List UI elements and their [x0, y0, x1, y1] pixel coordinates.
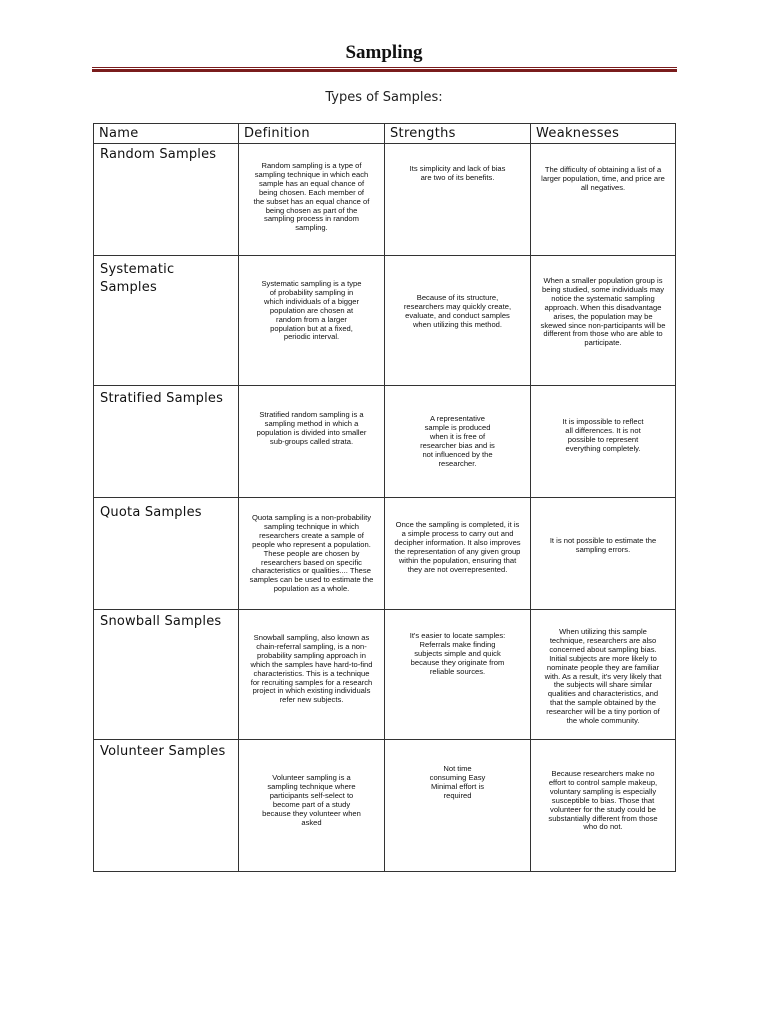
row-name: Quota Samples — [94, 498, 239, 610]
header-weaknesses: Weaknesses — [531, 124, 676, 144]
weaknesses-cell — [531, 386, 676, 498]
title-rule-thin — [92, 67, 677, 68]
strengths-text: It's easier to locate samples: Referrals make finding subjects simple and quick because they originate from reliable sources. — [409, 631, 506, 676]
strengths-cell — [385, 386, 531, 498]
definition-cell — [239, 256, 385, 386]
weaknesses-cell — [531, 740, 676, 872]
definition-cell — [239, 740, 385, 872]
definition-cell — [239, 498, 385, 610]
weaknesses-cell — [531, 498, 676, 610]
definition-cell — [239, 386, 385, 498]
definition-text: Volunteer sampling is a sampling technique where participants self-select to become part of a study because they volunteer when asked — [262, 773, 361, 827]
table-header-row — [94, 124, 676, 144]
table-row — [94, 610, 676, 740]
table-row — [94, 144, 676, 256]
strengths-text: Not time consuming Easy Minimal effort is required — [429, 764, 486, 800]
table-row — [94, 740, 676, 872]
strengths-text: Its simplicity and lack of bias are two of its benefits. — [409, 164, 506, 182]
table-caption: Types of Samples: — [325, 90, 443, 105]
weaknesses-cell — [531, 610, 676, 740]
header-name: Name — [94, 124, 239, 144]
row-name: Volunteer Samples — [94, 740, 239, 872]
definition-text: Snowball sampling, also known as chain-referral sampling, is a non-probability sampling approach in which the samples have hard-to-find characteristics. This is a technique for recruiting samples for a research project in which existing individuals refer new subjects. — [250, 633, 373, 705]
row-name-text: Systematic Samples — [100, 262, 175, 295]
weaknesses-cell — [531, 256, 676, 386]
weaknesses-text: Because researchers make no effort to control sample makeup, voluntary sampling is especially susceptible to bias. Those that volunteer for the study could be substantially different from those who do not. — [548, 769, 658, 832]
strengths-cell — [385, 144, 531, 256]
row-name: Stratified Samples — [94, 386, 239, 498]
row-name: Random Samples — [94, 144, 239, 256]
header-strengths: Strengths — [385, 124, 531, 144]
page-title: Sampling — [345, 42, 423, 63]
strengths-cell — [385, 610, 531, 740]
row-name — [94, 256, 239, 386]
title-rule-thick — [92, 69, 677, 72]
definition-cell — [239, 144, 385, 256]
strengths-cell — [385, 256, 531, 386]
header-definition: Definition — [239, 124, 385, 144]
weaknesses-cell — [531, 144, 676, 256]
row-name: Snowball Samples — [94, 610, 239, 740]
weaknesses-text: When a smaller population group is being studied, some individuals may notice the systematic sampling approach. When this disadvantage arises, the population may be skewed since non-participants will be different from those who are able to participate. — [540, 276, 666, 348]
definition-text: Systematic sampling is a type of probability sampling in which individuals of a bigger population are chosen at random from a larger population but at a fixed, periodic interval. — [261, 279, 362, 342]
strengths-text: Because of its structure, researchers may quickly create, evaluate, and conduct samples when utilizing this method. — [403, 293, 512, 329]
table-row — [94, 256, 676, 386]
definition-text: Random sampling is a type of sampling technique in which each sample has an equal chance of being chosen. Each member of the subset has an equal chance of being chosen as part of the sampling process in random sampling. — [253, 161, 370, 233]
weaknesses-text: When utilizing this sample technique, researchers are also concerned about sampling bias. Initial subjects are more likely to nominate people they are familiar with. As a result, it's very likely that the subjects will share similar qualities and characteristics, and that the sample obtained by the researcher will be a tiny portion of the whole community. — [544, 627, 662, 726]
strengths-cell — [385, 740, 531, 872]
weaknesses-text: The difficulty of obtaining a list of a larger population, time, and price are all negatives. — [541, 165, 665, 192]
table-row — [94, 498, 676, 610]
strengths-text: A representative sample is produced when it is free of researcher bias and is not influenced by the researcher. — [420, 414, 495, 468]
strengths-text: Once the sampling is completed, it is a simple process to carry out and decipher information. It also improves the representation of any given group within the population, ensuring that they are not overrepresented. — [394, 520, 521, 574]
sample-types-table — [93, 123, 676, 872]
strengths-cell — [385, 498, 531, 610]
table-row — [94, 386, 676, 498]
weaknesses-text: It is impossible to reflect all differences. It is not possible to represent everything completely. — [562, 417, 644, 453]
definition-cell — [239, 610, 385, 740]
definition-text: Stratified random sampling is a sampling method in which a population is divided into smaller sub-groups called strata. — [256, 410, 367, 446]
weaknesses-text: It is not possible to estimate the sampling errors. — [549, 536, 657, 554]
definition-text: Quota sampling is a non-probability sampling technique in which researchers create a sample of people who represent a population. These people are chosen by researchers based on specific characteristics or qualities.... These samples can be used to estimate the population as a whole. — [249, 513, 374, 594]
